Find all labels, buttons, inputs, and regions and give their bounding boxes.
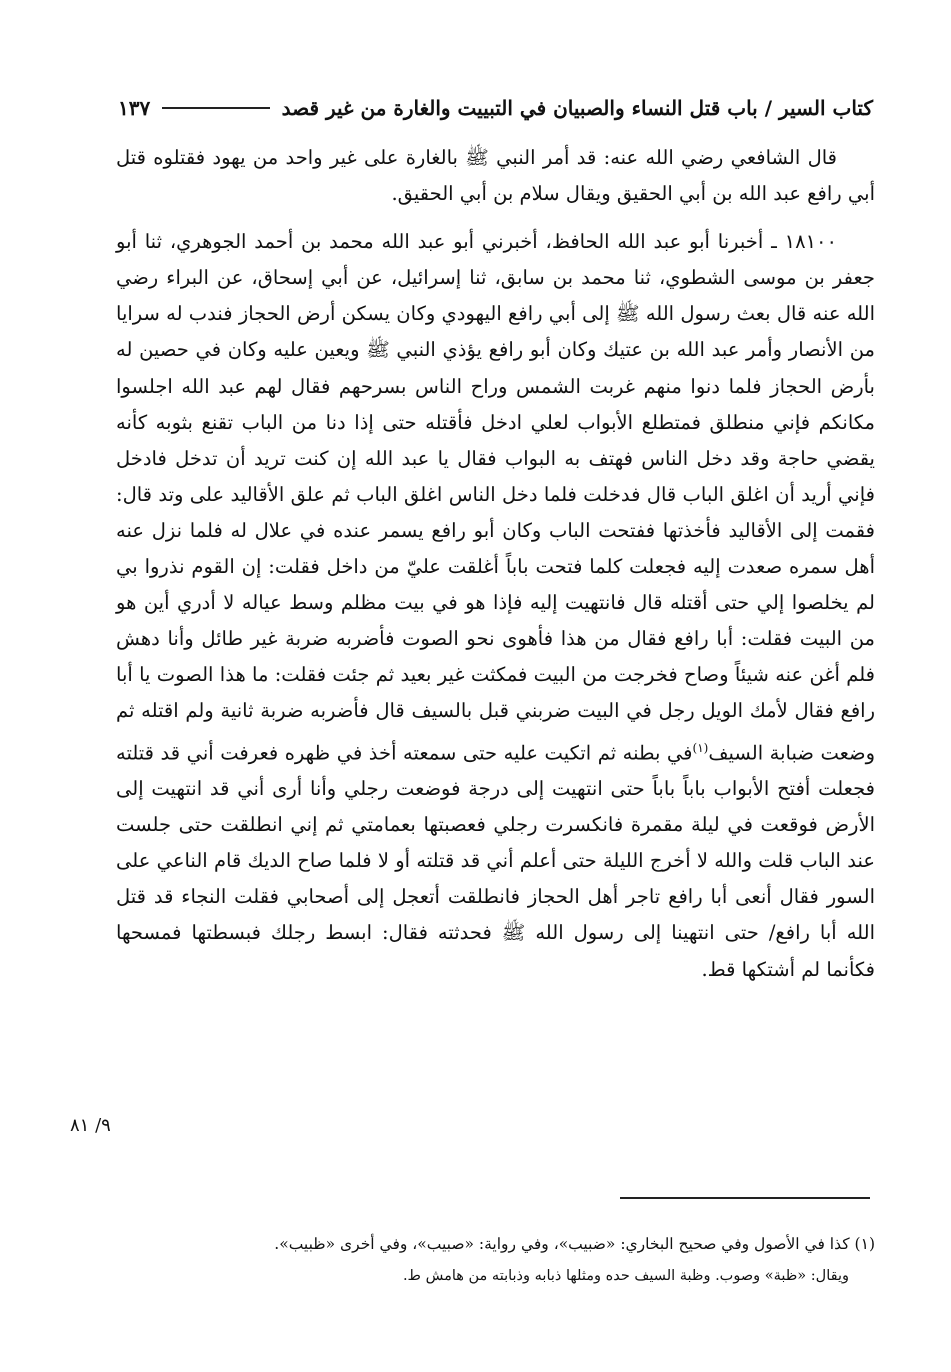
margin-reference: ٩/ ٨١	[70, 1115, 111, 1136]
page-number: ١٣٧	[118, 96, 151, 120]
footnote-separator	[620, 1197, 870, 1199]
main-text	[116, 140, 875, 988]
running-title: كتاب السير / باب قتل النساء والصبيان في التبييت والغارة من غير قصد	[281, 96, 873, 120]
hadith-text-part1: ١٨١٠٠ ـ أخبرنا أبو عبد الله الحافظ، أخبرني أبو عبد الله محمد بن أحمد الجوهري، ثنا أبو جعفر بن موسى الشطوي، ثنا محمد بن سابق، ثنا إسرائيل، عن أبي إسحاق، عن البراء رضي الله عنه قال بعث رسول الله ﷺ إلى أبي رافع اليهودي وكان يسكن أرض الحجاز فندب له سرايا من الأنصار وأمر عبد الله بن عتيك وكان أبو رافع يؤذي النبي ﷺ ويعين عليه وكان في حصين له بأرض الحجاز فلما دنوا منهم غربت الشمس وراح الناس بسرحهم فقال لهم عبد الله اجلسوا مكانكم فإني منطلق فمتطلع الأبواب لعلي ادخل فأقتله حتى إذا دنا من الباب تقنع بثوبه كأنه يقضي حاجة وقد دخل الناس فهتف به البواب فقال يا عبد الله إن كنت تريد أن تدخل فادخل فإني أريد أن اغلق الباب قال فدخلت فلما دخل الناس اغلق الباب ثم علق الأقاليد على وتد قال: فقمت إلى الأقاليد فأخذتها ففتحت الباب وكان أبو رافع يسمر عنده في علال له فلما نزل عنه أهل سمره صعدت إليه فجعلت كلما فتحت باباً أغلقت عليّ من داخل فقلت: إن القوم نذروا بي لم يخلصوا إلي حتى أقتله قال فانتهيت إليه فإذا هو في بيت مظلم وسط عياله لا أدري أين هو من البيت فقلت: أبا رافع فقال من هذا فأهوى نحو الصوت فأضربه ضربة غير طائل وأنا دهش فلم أغن عنه شيئاً وصاح فخرجت من البيت فمكثت غير بعيد ثم جئت فقلت: ما هذا الصوت يا أبا رافع فقال لأمك الويل رجل في البيت ضربني قبل بالسيف قال فأضربه ضربة ثانية ولم اقتله ثم وضعت ضبابة السيف	[116, 230, 875, 764]
footnote-1-continuation: ويقال: «ظبة» وصوب. وظبة السيف حده ومثلها ذبابه وذبابته من هامش ط.	[402, 1268, 849, 1284]
paragraph-hadith-18100	[116, 224, 875, 987]
header-rule	[162, 107, 269, 109]
page-header	[118, 88, 873, 128]
footnote-marker: (١)	[692, 740, 709, 755]
footnote-1: (١) كذا في الأصول وفي صحيح البخاري: «ضبيب»، وفي رواية: «صبيب»، وفي أخرى «ظبيب».	[274, 1235, 875, 1253]
hadith-text-part2: في بطنه ثم اتكيت عليه حتى سمعته أخذ في ظهره فعرفت أني قد قتلته فجعلت أفتح الأبواب باباً باباً حتى انتهيت إلى درجة فوضعت رجلي وأنا أرى أني قد انتهيت إلى الأرض فوقعت في ليلة مقمرة فانكسرت رجلي فعصبتها بعمامتي ثم إني انطلقت حتى جلست عند الباب قلت والله لا أخرج الليلة حتى أعلم أني قد قتلته أو لا فلما صاح الديك قام الناعي على السور فقال أنعى أبا رافع تاجر أهل الحجاز فانطلقت أتعجل إلى أصحابي فقلت النجاء قد قتل الله أبا رافع/ حتى انتهينا إلى رسول الله ﷺ فحدثته فقال: ابسط رجلك فبسطتها فمسحها فكأنما لم أشتكها قط.	[116, 741, 875, 981]
footnotes	[100, 1228, 875, 1292]
paragraph-shafii: قال الشافعي رضي الله عنه: قد أمر النبي ﷺ بالغارة على غير واحد من يهود فقتلوه قتل أبي رافع عبد الله بن أبي الحقيق ويقال سلام بن أبي الحقيق.	[116, 146, 875, 206]
